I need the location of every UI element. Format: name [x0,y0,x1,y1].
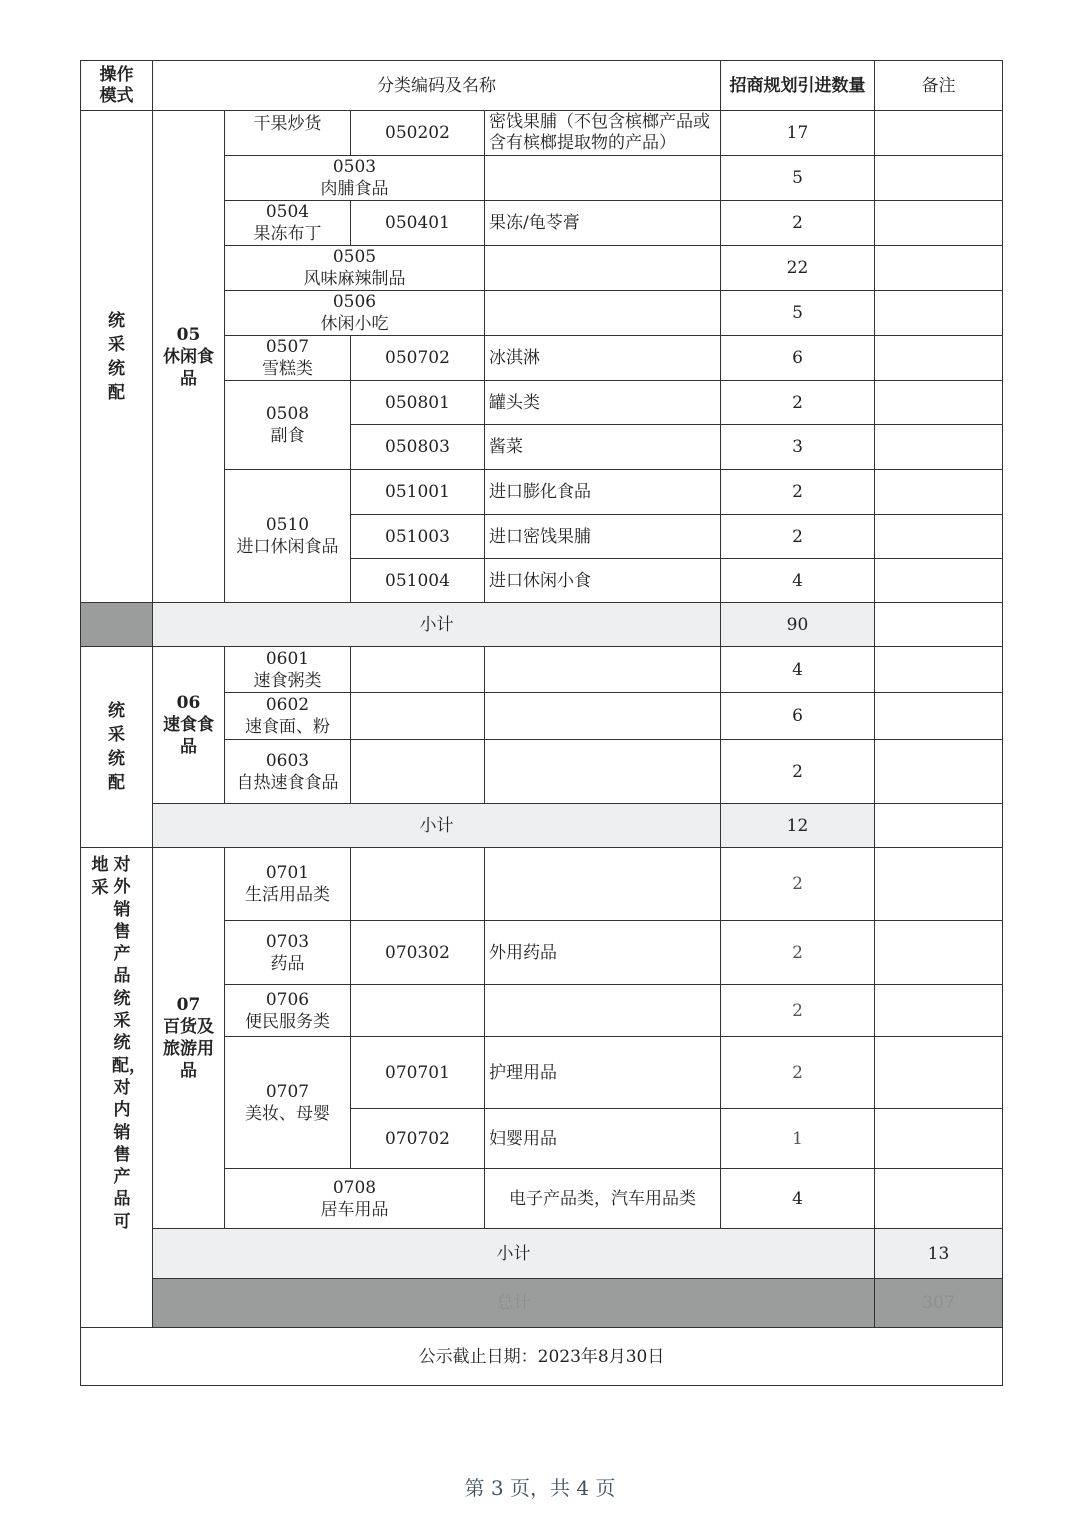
table-row [81,111,1003,156]
remark-cell [875,156,1003,201]
quantity-cell: 2 [721,1037,875,1109]
item-code: 070702 [351,1109,485,1169]
category-06: 06 速食食品 [153,647,225,804]
remark-cell [875,1109,1003,1169]
remark-cell [875,740,1003,804]
category-07: 07 百货及旅游用品 [153,848,225,1229]
quantity-cell: 22 [721,246,875,291]
item-name: 密饯果脯（不包含槟榔产品或含有槟榔提取物的产品） [485,111,721,156]
item-code [351,985,485,1037]
remark-cell [875,381,1003,425]
remark-cell [875,647,1003,693]
subtotal-row [81,603,1003,647]
header-remark: 备注 [875,61,1003,111]
item-name: 罐头类 [485,381,721,425]
quantity-cell: 5 [721,156,875,201]
quantity-cell: 2 [721,848,875,921]
operation-mode-07: 地采 对外销售产品统采统配，对内销售产品可 [81,848,153,1328]
subcategory-cell: 0506 休闲小吃 [225,291,485,336]
subcategory-cell: 0504 果冻布丁 [225,201,351,246]
item-code: 070701 [351,1037,485,1109]
subcategory-cell: 0703 药品 [225,921,351,985]
quantity-cell: 6 [721,693,875,740]
item-code [351,740,485,804]
item-name [485,246,721,291]
quantity-cell: 2 [721,515,875,559]
total-label: 总计 [153,1279,875,1328]
quantity-cell: 1 [721,1109,875,1169]
item-name [485,740,721,804]
table-row [81,647,1003,693]
item-name: 果冻/龟苓膏 [485,201,721,246]
item-code: 050803 [351,425,485,470]
item-name: 进口休闲小食 [485,559,721,603]
item-name: 酱菜 [485,425,721,470]
deadline-note: 公示截止日期：2023年8月30日 [81,1328,1003,1386]
quantity-cell: 17 [721,111,875,156]
item-code: 050202 [351,111,485,156]
quantity-cell: 2 [721,201,875,246]
remark-cell [875,985,1003,1037]
item-name [485,156,721,201]
quantity-cell: 4 [721,647,875,693]
item-code: 050801 [351,381,485,425]
quantity-cell: 3 [721,425,875,470]
subtotal-value: 12 [721,804,875,848]
remark-cell [875,559,1003,603]
item-name [485,848,721,921]
subtotal-label: 小计 [153,1229,875,1279]
header-category: 分类编码及名称 [153,61,721,111]
subcategory-cell: 0510 进口休闲食品 [225,470,351,603]
item-code [351,848,485,921]
item-name: 进口膨化食品 [485,470,721,515]
quantity-cell: 4 [721,559,875,603]
subcategory-name: 干果炒货 [225,111,351,156]
investment-plan-table [80,60,1003,1386]
remark-cell [875,336,1003,381]
subtotal-label: 小计 [153,603,721,647]
item-code: 051004 [351,559,485,603]
quantity-cell: 2 [721,985,875,1037]
category-05: 05 休闲食品 [153,111,225,603]
subcategory-cell: 0508 副食 [225,381,351,470]
item-code: 051001 [351,470,485,515]
remark-cell [875,1037,1003,1109]
remark-cell [875,693,1003,740]
item-name [485,985,721,1037]
item-name [485,647,721,693]
remark-cell [875,515,1003,559]
subcategory-cell: 0505 风味麻辣制品 [225,246,485,291]
remark-cell [875,111,1003,156]
total-value: 307 [875,1279,1003,1328]
deadline-row [81,1328,1003,1386]
subtotal-row [81,1229,1003,1279]
item-name: 进口密饯果脯 [485,515,721,559]
operation-mode-05: 统采统配 [81,111,153,603]
total-row [81,1279,1003,1328]
remark-cell [875,848,1003,921]
subcategory-cell: 0601 速食粥类 [225,647,351,693]
item-code: 070302 [351,921,485,985]
remark-cell [875,201,1003,246]
operation-mode-06: 统采统配 [81,647,153,848]
item-name: 冰淇淋 [485,336,721,381]
quantity-cell: 2 [721,381,875,425]
item-code: 050702 [351,336,485,381]
subcategory-cell: 0602 速食面、粉 [225,693,351,740]
subcategory-cell: 0707 美妆、母婴 [225,1037,351,1169]
item-name: 外用药品 [485,921,721,985]
subtotal-row [81,804,1003,848]
remark-cell [875,470,1003,515]
subtotal-value: 13 [875,1229,1003,1279]
quantity-cell: 2 [721,740,875,804]
subcategory-cell: 0603 自热速食食品 [225,740,351,804]
item-name [485,693,721,740]
subcategory-cell: 0507 雪糕类 [225,336,351,381]
quantity-cell: 5 [721,291,875,336]
subcategory-cell: 0701 生活用品类 [225,848,351,921]
item-name: 电子产品类，汽车用品类 [485,1169,721,1229]
item-code [351,647,485,693]
remark-cell [875,921,1003,985]
remark-cell [875,246,1003,291]
item-code: 050401 [351,201,485,246]
item-code [351,693,485,740]
remark-cell [875,603,1003,647]
table-row [81,848,1003,921]
remark-cell [875,425,1003,470]
quantity-cell: 6 [721,336,875,381]
remark-cell [875,1169,1003,1229]
item-name [485,291,721,336]
item-code: 051003 [351,515,485,559]
page-number: 第 3 页，共 4 页 [464,1476,616,1500]
subtotal-mode-shade [81,603,153,647]
quantity-cell: 2 [721,470,875,515]
item-name: 妇婴用品 [485,1109,721,1169]
quantity-cell: 2 [721,921,875,985]
subcategory-cell: 0708 居车用品 [225,1169,485,1229]
subtotal-value: 90 [721,603,875,647]
quantity-cell: 4 [721,1169,875,1229]
item-name: 护理用品 [485,1037,721,1109]
subcategory-cell: 0503 肉脯食品 [225,156,485,201]
header-mode: 操作模式 [81,61,153,111]
remark-cell [875,291,1003,336]
header-row [81,61,1003,111]
subcategory-cell: 0706 便民服务类 [225,985,351,1037]
subtotal-label: 小计 [153,804,721,848]
remark-cell [875,804,1003,848]
header-quantity: 招商规划引进数量 [721,61,875,111]
